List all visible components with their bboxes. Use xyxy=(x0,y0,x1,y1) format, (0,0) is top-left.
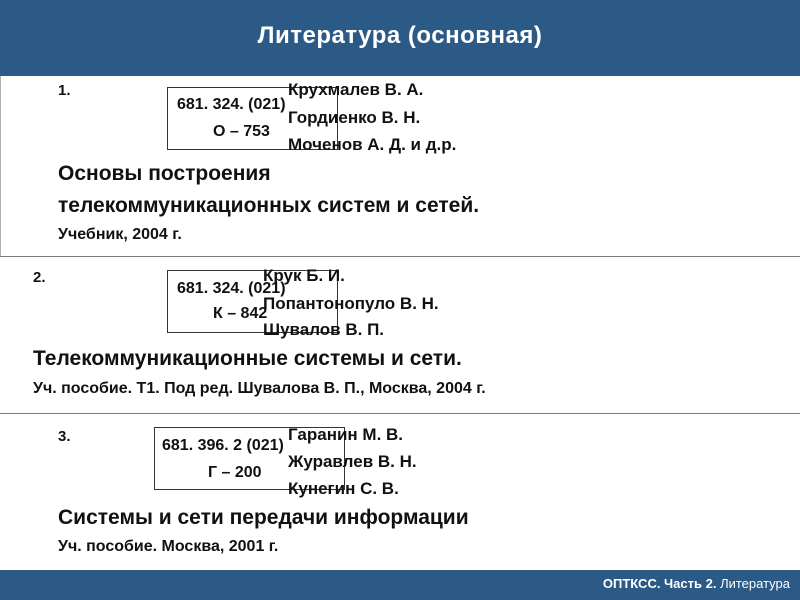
library-code-line1: 681. 324. (021) xyxy=(177,280,286,297)
footer-caption xyxy=(603,576,790,591)
footer-section: Литература xyxy=(716,576,790,591)
entry-number: 1. xyxy=(58,82,71,99)
book-title: Телекоммуникационные системы и сети. xyxy=(33,347,462,370)
footer-course: ОПТКСС. Часть 2. xyxy=(602,576,717,591)
author: Шувалов В. П. xyxy=(263,320,385,339)
library-code-line2: К – 842 xyxy=(213,305,268,322)
divider xyxy=(0,413,800,414)
author: Гордиенко В. Н. xyxy=(288,108,421,127)
library-code-line1: 681. 396. 2 (021) xyxy=(162,437,284,454)
author: Кунегин С. В. xyxy=(288,479,399,498)
library-code-line2: О – 753 xyxy=(213,123,270,140)
entry-number: 3. xyxy=(58,428,71,445)
author: Попантонопуло В. Н. xyxy=(263,294,439,313)
left-edge-line xyxy=(0,76,1,256)
book-subtitle: Уч. пособие. Москва, 2001 г. xyxy=(58,538,279,555)
library-code-line1: 681. 324. (021) xyxy=(177,96,286,113)
book-title-line2: телекоммуникационных систем и сетей. xyxy=(58,194,480,217)
book-title-line1: Основы построения xyxy=(58,162,271,185)
author: Крук Б. И. xyxy=(263,266,345,285)
library-code-line2: Г – 200 xyxy=(208,464,262,481)
author: Моченов А. Д. и д.р. xyxy=(288,135,457,154)
slide-footer xyxy=(0,570,800,600)
author: Крухмалев В. А. xyxy=(288,80,424,99)
book-subtitle: Учебник, 2004 г. xyxy=(58,226,182,243)
book-subtitle: Уч. пособие. Т1. Под ред. Шувалова В. П., Москва, 2004 г. xyxy=(33,380,486,397)
author: Гаранин М. В. xyxy=(288,425,404,444)
divider xyxy=(0,256,800,257)
book-title: Системы и сети передачи информации xyxy=(58,506,469,529)
entry-number: 2. xyxy=(33,269,46,286)
slide-title: Литература (основная) xyxy=(257,22,543,49)
slide-header xyxy=(0,0,800,76)
author: Журавлев В. Н. xyxy=(288,452,417,471)
